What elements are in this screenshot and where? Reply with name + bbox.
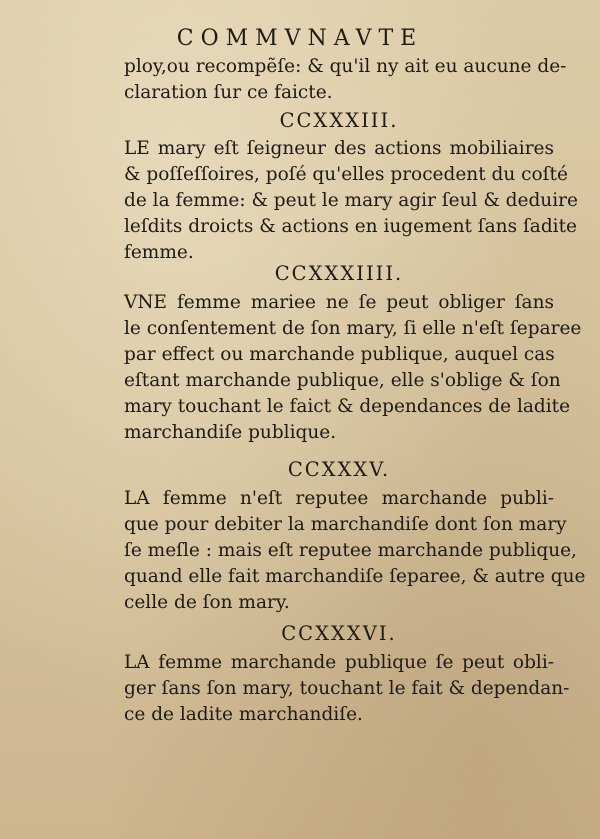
text-line: ploy,ou recompẽſe: & qu'il ny ait eu aucune de- [124,56,567,77]
article-paragraph [124,136,578,266]
text-line: celle de ſon mary. [124,592,290,613]
text-line: ſe meſle : mais eſt reputee marchande publique, [124,540,577,561]
text-line: que pour debiter la marchandiſe dont ſon mary [124,514,567,535]
article-number: CCXXXIIII. [274,262,404,285]
text-line: eſtant marchande publique, elle s'oblige & ſon [124,370,561,391]
article-number: CCXXXV. [287,458,391,481]
running-header: COMMVNAVTE [176,26,424,51]
text-line: par effect ou marchande publique, auquel cas [124,344,555,365]
text-line: leſdits droicts & actions en iugement ſans ſadite [124,216,577,237]
article-paragraph [124,290,582,446]
text-line: claration ſur ce faicte. [124,82,333,103]
text-line: marchandiſe publique. [124,422,337,443]
text-line: quand elle fait marchandiſe ſeparee, & autre que [124,566,586,587]
article-paragraph [124,486,586,616]
text-line: LA femme n'eſt reputee marchande publi- [124,488,554,509]
text-line: LA femme marchande publique ſe peut obli- [124,652,554,673]
text-line: ce de ladite marchandiſe. [124,704,363,725]
article-number: CCXXXIII. [279,109,399,132]
text-line: VNE femme mariee ne ſe peut obliger ſans [124,292,554,313]
text-line: LE mary eſt ſeigneur des actions mobiliaires [124,138,554,159]
article-paragraph [124,650,570,728]
text-line: femme. [124,242,194,263]
intro-paragraph [124,54,567,106]
text-line: & poſſeſſoires, poſé qu'elles procedent du coſté [124,164,568,185]
text-line: mary touchant le faict & dependances de ladite [124,396,571,417]
text-line: le conſentement de ſon mary, ſi elle n'eſt ſeparee [124,318,582,339]
text-line: de la femme: & peut le mary agir ſeul & deduire [124,190,578,211]
text-line: ger ſans ſon mary, touchant le fait & dependan- [124,678,570,699]
article-number: CCXXXVI. [281,622,397,645]
